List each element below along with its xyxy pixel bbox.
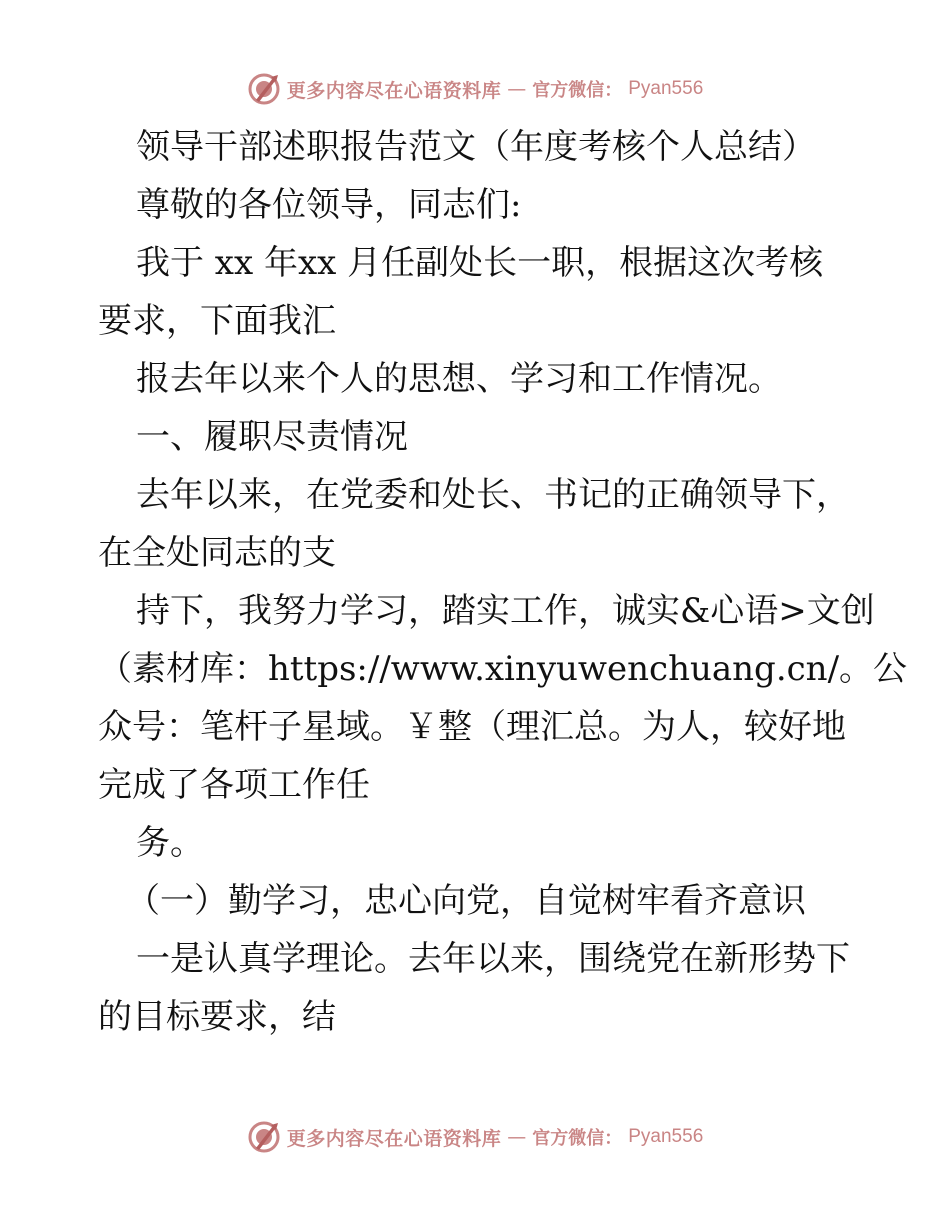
- watermark-dash: —: [507, 1126, 527, 1148]
- watermark-wechat-id: Pyan556: [628, 78, 704, 99]
- document-body: [98, 118, 908, 1046]
- text-line: 报去年以来个人的思想、学习和工作情况。: [136, 359, 782, 399]
- text-line: 众号：笔杆子星域。￥整（理汇总。为人，较好地: [98, 707, 846, 747]
- header-watermark: [0, 72, 950, 112]
- footer-watermark: [0, 1120, 950, 1160]
- watermark-site-name: 更多内容尽在心语资料库: [286, 1127, 502, 1150]
- watermark-wechat-label: 官方微信：: [532, 80, 623, 101]
- quill-logo-icon: [247, 72, 281, 106]
- text-line: 务。: [136, 823, 204, 863]
- text-line: 一是认真学理论。去年以来，围绕党在新形势下: [136, 939, 850, 979]
- text-line: 我于 xx 年xx 月任副处长一职，根据这次考核: [136, 243, 824, 283]
- text-line: 在全处同志的支: [98, 533, 336, 573]
- text-line: 去年以来，在党委和处长、书记的正确领导下，: [136, 475, 850, 515]
- section-heading: 一、履职尽责情况: [136, 417, 408, 457]
- text-line: 持下，我努力学习，踏实工作，诚实&心语>文创: [136, 591, 875, 631]
- watermark-site-name: 更多内容尽在心语资料库: [286, 79, 502, 102]
- document-title: 领导干部述职报告范文（年度考核个人总结）: [136, 127, 816, 167]
- quill-logo-icon: [247, 1120, 281, 1154]
- text-line: 的目标要求，结: [98, 997, 336, 1037]
- text-line: （素材库：https://www.xinyuwenchuang.cn/。公: [98, 649, 908, 689]
- text-line: 完成了各项工作任: [98, 765, 370, 805]
- salutation: 尊敬的各位领导，同志们:: [136, 185, 522, 225]
- subsection-heading: （一）勤学习，忠心向党，自觉树牢看齐意识: [126, 881, 806, 921]
- watermark-dash: —: [507, 78, 527, 100]
- watermark-wechat-id: Pyan556: [628, 1126, 704, 1147]
- watermark-wechat-label: 官方微信：: [532, 1128, 623, 1149]
- text-line: 要求，下面我汇: [98, 301, 336, 341]
